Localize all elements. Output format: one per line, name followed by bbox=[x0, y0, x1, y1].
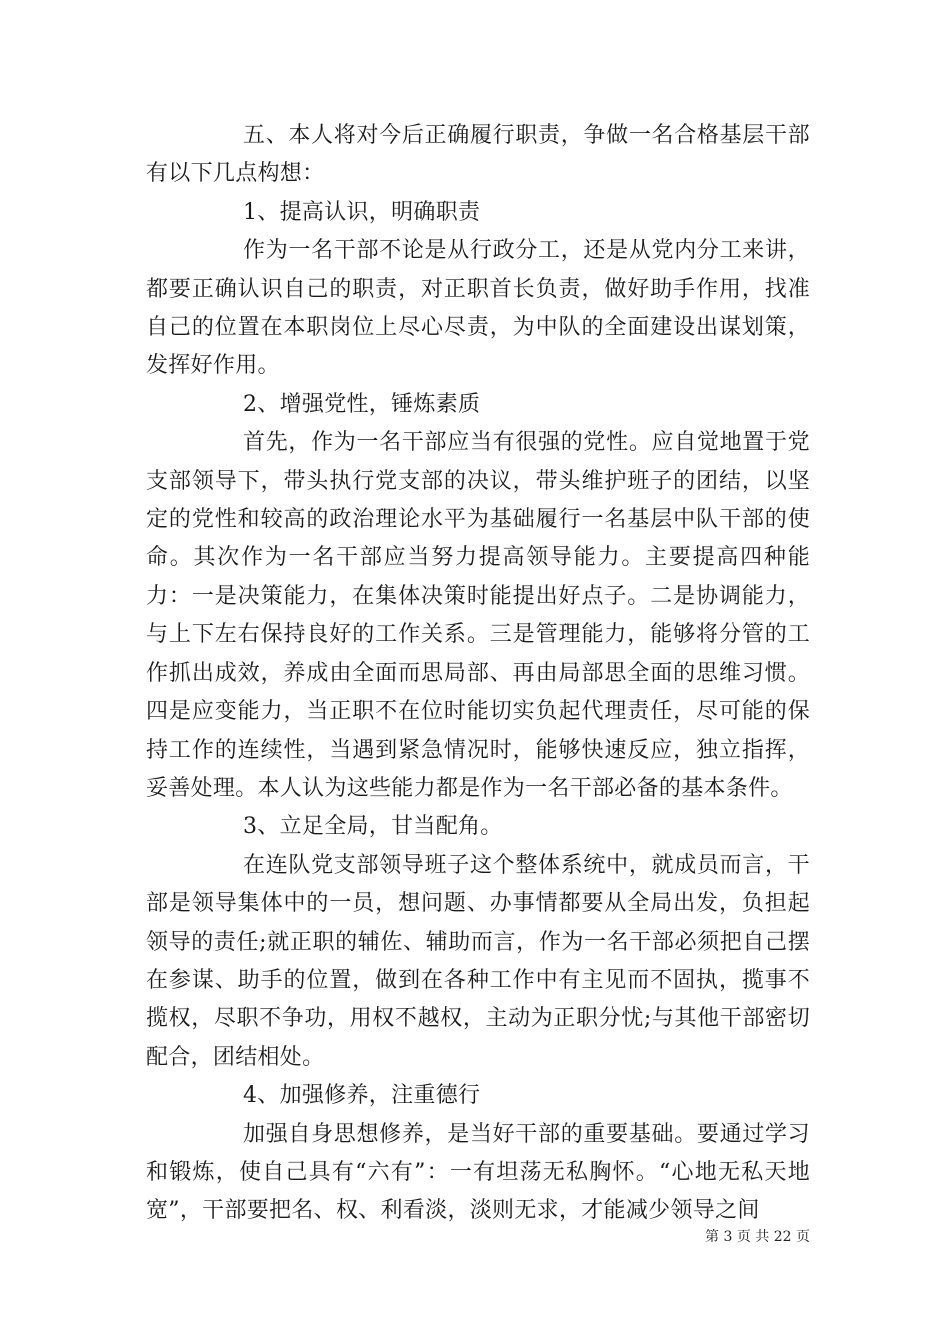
heading-item-3: 3、立足全局，甘当配角。 bbox=[243, 814, 503, 840]
heading-item-2: 2、增强党性，锤炼素质 bbox=[243, 391, 481, 417]
paragraph-item-1: 作为一名干部不论是从行政分工，还是从党内分工来讲，都要正确认识自己的职责，对正职首长负责，做好助手作用，找准自己的位置在本职岗位上尽心尽责，为中队的全面建设出谋划策，发挥好作用。 bbox=[146, 238, 810, 379]
paragraph-item-2: 首先，作为一名干部应当有很强的党性。应自觉地置于党支部领导下，带头执行党支部的决议，带头维护班子的团结，以坚定的党性和较高的政治理论水平为基础履行一名基层中队干部的使命。其次作为一名干部应当努力提高领导能力。主要提高四种能力：一是决策能力，在集体决策时能提出好点子。二是协调能力，与上下左右保持良好的工作关系。三是管理能力，能够将分管的工作抓出成效，养成由全面而思局部、再由局部思全面的思维习惯。四是应变能力，当正职不在位时能切实负起代理责任，尽可能的保持工作的连续性，当遇到紧急情况时，能够快速反应，独立指挥，妥善处理。本人认为这些能力都是作为一名干部必备的基本条件。 bbox=[146, 430, 810, 801]
heading-item-1: 1、提高认识，明确职责 bbox=[243, 199, 481, 225]
paragraph-item-4: 加强自身思想修养，是当好干部的重要基础。要通过学习和锻炼，使自己具有“六有”：一有坦荡无私胸怀。“心地无私天地宽”，干部要把名、权、利看淡，淡则无求，才能减少领导之间 bbox=[146, 1121, 810, 1224]
page-number-footer: 第 3 页 共 22 页 bbox=[705, 1229, 810, 1245]
heading-item-4: 4、加强修养，注重德行 bbox=[243, 1083, 481, 1109]
paragraph-item-3: 在连队党支部领导班子这个整体系统中，就成员而言，干部是领导集体中的一员，想问题、办事情都要从全局出发，负担起领导的责任;就正职的辅佐、辅助而言，作为一名干部必须把自己摆在参谋、助手的位置，做到在各种工作中有主见而不固执，揽事不揽权，尽职不争功，用权不越权，主动为正职分忧;与其他干部密切配合，团结相处。 bbox=[146, 852, 810, 1070]
document-body bbox=[146, 117, 810, 1231]
section-five-intro: 五、本人将对今后正确履行职责，争做一名合格基层干部有以下几点构想： bbox=[146, 123, 810, 187]
